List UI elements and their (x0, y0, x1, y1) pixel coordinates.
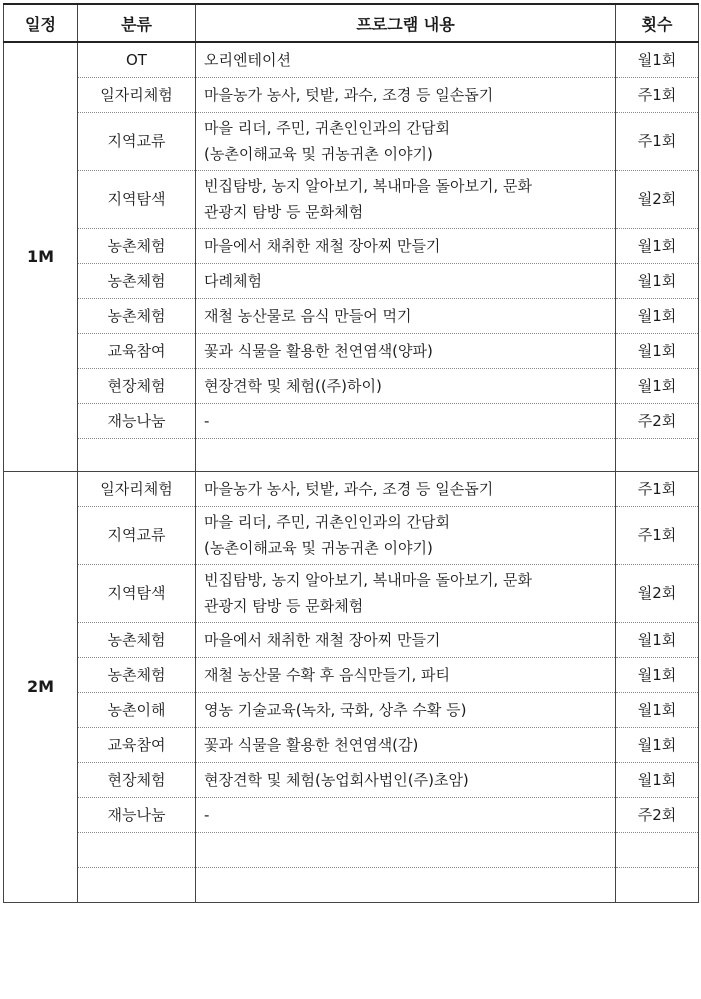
table-row (4, 42, 699, 77)
content-line: - (204, 805, 210, 824)
table-row (4, 170, 699, 228)
content-cell (196, 228, 616, 263)
count-cell: 월1회 (616, 298, 699, 333)
table-row (4, 506, 699, 564)
count-cell: 주2회 (616, 403, 699, 438)
count-cell: 월1회 (616, 622, 699, 657)
content-cell (196, 471, 616, 506)
content-line: 영농 기술교육(녹차, 국화, 상추 수확 등) (204, 700, 467, 719)
content-cell (196, 42, 616, 77)
table-row (4, 832, 699, 867)
category-cell: 재능나눔 (78, 797, 196, 832)
header-content: 프로그램 내용 (196, 4, 616, 42)
count-cell (616, 832, 699, 867)
content-line: 꽃과 식물을 활용한 천연염색(감) (204, 735, 419, 754)
content-cell (196, 622, 616, 657)
category-cell: 교육참여 (78, 333, 196, 368)
content-line: 재철 농산물로 음식 만들어 먹기 (204, 306, 412, 325)
category-cell: 재능나눔 (78, 403, 196, 438)
category-cell: OT (78, 42, 196, 77)
content-line: 오리엔테이션 (204, 50, 291, 69)
content-line: - (204, 411, 210, 430)
count-cell (616, 867, 699, 902)
count-cell: 월1회 (616, 762, 699, 797)
content-line: 마을농가 농사, 텃밭, 과수, 조경 등 일손돕기 (204, 85, 494, 104)
program-table (3, 3, 699, 903)
count-cell: 월1회 (616, 368, 699, 403)
header-schedule: 일정 (4, 4, 78, 42)
table-row (4, 622, 699, 657)
content-cell (196, 506, 616, 564)
header-count: 횟수 (616, 4, 699, 42)
content-line: 마을 리더, 주민, 귀촌인인과의 간담회 (204, 119, 450, 137)
category-cell: 지역교류 (78, 112, 196, 170)
count-cell: 주1회 (616, 506, 699, 564)
category-cell: 농촌체험 (78, 263, 196, 298)
table-row (4, 692, 699, 727)
content-cell (196, 112, 616, 170)
count-cell: 월1회 (616, 263, 699, 298)
table-row (4, 77, 699, 112)
table-row (4, 657, 699, 692)
content-line: 빈집탐방, 농지 알아보기, 복내마을 돌아보기, 문화 (204, 177, 532, 195)
table-row (4, 727, 699, 762)
count-cell: 주1회 (616, 112, 699, 170)
content-line: (농촌이해교육 및 귀농귀촌 이야기) (204, 145, 433, 163)
category-cell (78, 832, 196, 867)
table-row (4, 797, 699, 832)
count-cell (616, 438, 699, 471)
category-cell (78, 867, 196, 902)
count-cell: 월1회 (616, 692, 699, 727)
content-line: 빈집탐방, 농지 알아보기, 복내마을 돌아보기, 문화 (204, 571, 532, 589)
content-cell (196, 438, 616, 471)
content-cell (196, 333, 616, 368)
category-cell: 지역탐색 (78, 564, 196, 622)
category-cell: 교육참여 (78, 727, 196, 762)
content-cell (196, 403, 616, 438)
content-line: 다례체험 (204, 271, 262, 290)
content-line: 꽃과 식물을 활용한 천연염색(양파) (204, 341, 433, 360)
table-row (4, 438, 699, 471)
table-row (4, 762, 699, 797)
category-cell: 현장체험 (78, 368, 196, 403)
count-cell: 월1회 (616, 333, 699, 368)
table-body (4, 42, 699, 902)
content-cell (196, 657, 616, 692)
count-cell: 주1회 (616, 471, 699, 506)
content-cell (196, 77, 616, 112)
count-cell: 월1회 (616, 657, 699, 692)
category-cell: 현장체험 (78, 762, 196, 797)
category-cell: 농촌체험 (78, 657, 196, 692)
content-cell (196, 298, 616, 333)
content-cell (196, 368, 616, 403)
content-line: (농촌이해교육 및 귀농귀촌 이야기) (204, 539, 433, 557)
content-line: 관광지 탐방 등 문화체험 (204, 203, 364, 221)
header-category: 분류 (78, 4, 196, 42)
content-cell (196, 727, 616, 762)
table-row (4, 263, 699, 298)
content-cell (196, 867, 616, 902)
category-cell: 일자리체험 (78, 77, 196, 112)
content-line: 마을에서 채취한 재철 장아찌 만들기 (204, 630, 441, 649)
count-cell: 월1회 (616, 42, 699, 77)
table-row (4, 333, 699, 368)
content-line: 현장견학 및 체험((주)하이) (204, 376, 382, 395)
table-row (4, 228, 699, 263)
table-row (4, 403, 699, 438)
category-cell: 농촌이해 (78, 692, 196, 727)
table-row (4, 368, 699, 403)
category-cell: 일자리체험 (78, 471, 196, 506)
table-row (4, 298, 699, 333)
category-cell: 농촌체험 (78, 228, 196, 263)
category-cell: 농촌체험 (78, 298, 196, 333)
table-row (4, 112, 699, 170)
content-line: 마을에서 채취한 재철 장아찌 만들기 (204, 236, 441, 255)
count-cell: 주1회 (616, 77, 699, 112)
schedule-cell: 2M (4, 471, 78, 902)
count-cell: 월2회 (616, 170, 699, 228)
schedule-cell: 1M (4, 42, 78, 471)
table-header (4, 4, 699, 42)
category-cell: 지역탐색 (78, 170, 196, 228)
table-row (4, 471, 699, 506)
content-line: 관광지 탐방 등 문화체험 (204, 597, 364, 615)
count-cell: 월2회 (616, 564, 699, 622)
category-cell: 농촌체험 (78, 622, 196, 657)
count-cell: 월1회 (616, 228, 699, 263)
content-line: 재철 농산물 수확 후 음식만들기, 파티 (204, 665, 450, 684)
content-line: 마을농가 농사, 텃밭, 과수, 조경 등 일손돕기 (204, 479, 494, 498)
content-cell (196, 564, 616, 622)
content-cell (196, 170, 616, 228)
content-cell (196, 762, 616, 797)
count-cell: 월1회 (616, 727, 699, 762)
content-cell (196, 797, 616, 832)
content-line: 마을 리더, 주민, 귀촌인인과의 간담회 (204, 513, 450, 531)
header-row (4, 4, 699, 42)
content-cell (196, 692, 616, 727)
content-cell (196, 832, 616, 867)
count-cell: 주2회 (616, 797, 699, 832)
category-cell (78, 438, 196, 471)
content-cell (196, 263, 616, 298)
table-row (4, 564, 699, 622)
content-line: 현장견학 및 체험(농업회사법인(주)초암) (204, 770, 469, 789)
category-cell: 지역교류 (78, 506, 196, 564)
table-row (4, 867, 699, 902)
